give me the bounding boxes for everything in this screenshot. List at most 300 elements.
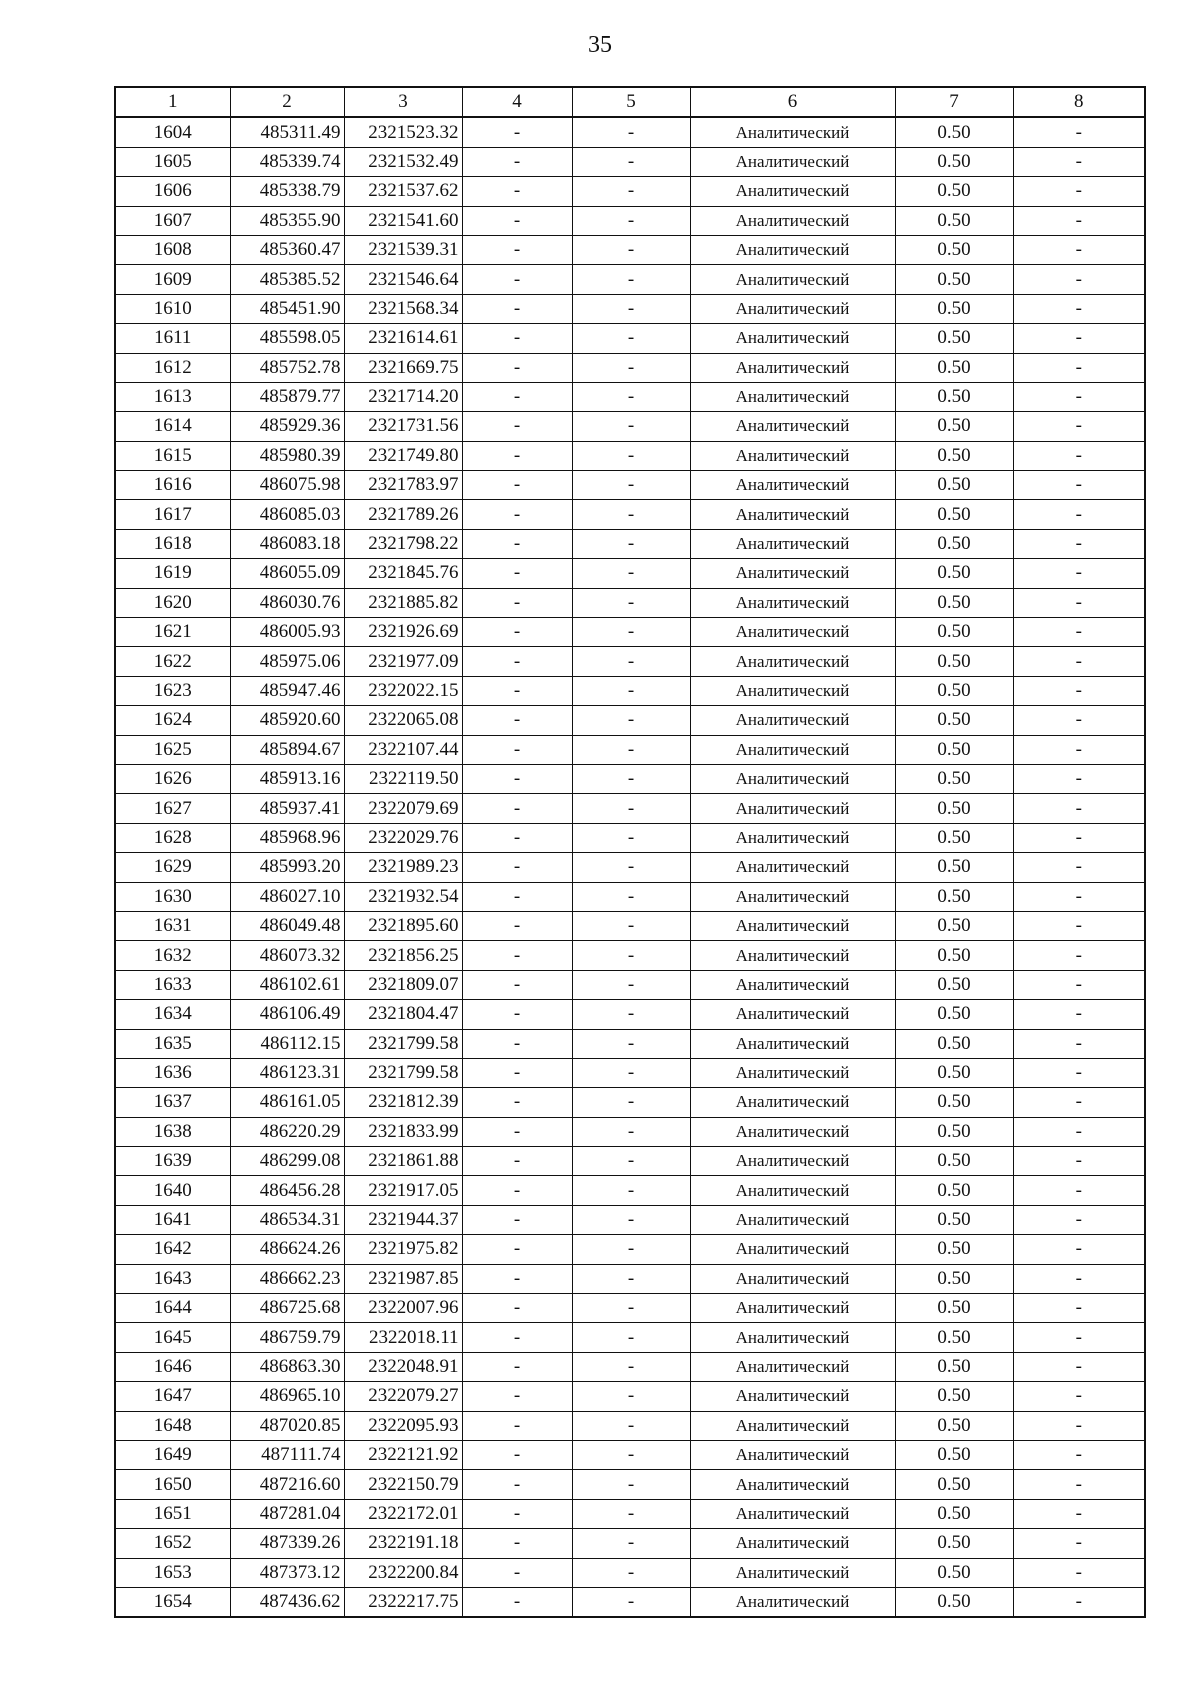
- table-row: [115, 1499, 1145, 1528]
- table-row: [115, 794, 1145, 823]
- column-5-cell: -: [572, 970, 690, 999]
- y-coordinate-cell: 2322029.76: [344, 823, 462, 852]
- point-number-cell: 1621: [115, 618, 230, 647]
- point-number-cell: 1636: [115, 1058, 230, 1087]
- table-row: [115, 1205, 1145, 1234]
- column-5-cell: -: [572, 1352, 690, 1381]
- method-cell: Аналитический: [690, 1352, 895, 1381]
- method-cell: Аналитический: [690, 706, 895, 735]
- column-8-cell: -: [1013, 676, 1145, 705]
- y-coordinate-cell: 2322079.27: [344, 1382, 462, 1411]
- column-4-cell: -: [462, 1205, 572, 1234]
- method-cell: Аналитический: [690, 1440, 895, 1469]
- column-5-cell: -: [572, 794, 690, 823]
- point-number-cell: 1651: [115, 1499, 230, 1528]
- column-8-cell: -: [1013, 1587, 1145, 1617]
- column-header-1: 1: [115, 87, 230, 117]
- x-coordinate-cell: 487111.74: [230, 1440, 344, 1469]
- column-5-cell: -: [572, 882, 690, 911]
- table-row: [115, 1147, 1145, 1176]
- column-5-cell: -: [572, 618, 690, 647]
- column-4-cell: -: [462, 441, 572, 470]
- column-8-cell: -: [1013, 382, 1145, 411]
- table-row: [115, 353, 1145, 382]
- y-coordinate-cell: 2322200.84: [344, 1558, 462, 1587]
- column-4-cell: -: [462, 735, 572, 764]
- accuracy-cell: 0.50: [895, 206, 1013, 235]
- x-coordinate-cell: 485929.36: [230, 412, 344, 441]
- x-coordinate-cell: 486725.68: [230, 1294, 344, 1323]
- method-cell: Аналитический: [690, 471, 895, 500]
- point-number-cell: 1627: [115, 794, 230, 823]
- table-row: [115, 206, 1145, 235]
- column-4-cell: -: [462, 1587, 572, 1617]
- method-cell: Аналитический: [690, 853, 895, 882]
- column-5-cell: -: [572, 117, 690, 147]
- point-number-cell: 1614: [115, 412, 230, 441]
- x-coordinate-cell: 486083.18: [230, 529, 344, 558]
- column-4-cell: -: [462, 941, 572, 970]
- column-8-cell: -: [1013, 1382, 1145, 1411]
- x-coordinate-cell: 486534.31: [230, 1205, 344, 1234]
- method-cell: Аналитический: [690, 794, 895, 823]
- table-row: [115, 500, 1145, 529]
- method-cell: Аналитический: [690, 882, 895, 911]
- column-5-cell: -: [572, 500, 690, 529]
- point-number-cell: 1648: [115, 1411, 230, 1440]
- column-4-cell: -: [462, 1352, 572, 1381]
- point-number-cell: 1618: [115, 529, 230, 558]
- column-5-cell: -: [572, 559, 690, 588]
- column-4-cell: -: [462, 764, 572, 793]
- column-8-cell: -: [1013, 1294, 1145, 1323]
- column-8-cell: -: [1013, 206, 1145, 235]
- column-8-cell: -: [1013, 1352, 1145, 1381]
- table-row: [115, 529, 1145, 558]
- x-coordinate-cell: 486759.79: [230, 1323, 344, 1352]
- point-number-cell: 1645: [115, 1323, 230, 1352]
- x-coordinate-cell: 485311.49: [230, 117, 344, 147]
- x-coordinate-cell: 486299.08: [230, 1147, 344, 1176]
- column-4-cell: -: [462, 1117, 572, 1146]
- column-4-cell: -: [462, 1470, 572, 1499]
- table-row: [115, 1294, 1145, 1323]
- x-coordinate-cell: 485879.77: [230, 382, 344, 411]
- accuracy-cell: 0.50: [895, 1499, 1013, 1528]
- table-row: [115, 471, 1145, 500]
- y-coordinate-cell: 2321989.23: [344, 853, 462, 882]
- accuracy-cell: 0.50: [895, 1205, 1013, 1234]
- table-row: [115, 618, 1145, 647]
- table-row: [115, 1587, 1145, 1617]
- table-row: [115, 559, 1145, 588]
- x-coordinate-cell: 485894.67: [230, 735, 344, 764]
- point-number-cell: 1612: [115, 353, 230, 382]
- table-row: [115, 1176, 1145, 1205]
- accuracy-cell: 0.50: [895, 794, 1013, 823]
- column-8-cell: -: [1013, 1029, 1145, 1058]
- table-row: [115, 117, 1145, 147]
- accuracy-cell: 0.50: [895, 970, 1013, 999]
- column-8-cell: -: [1013, 1264, 1145, 1293]
- x-coordinate-cell: 486027.10: [230, 882, 344, 911]
- method-cell: Аналитический: [690, 735, 895, 764]
- accuracy-cell: 0.50: [895, 1235, 1013, 1264]
- column-5-cell: -: [572, 941, 690, 970]
- accuracy-cell: 0.50: [895, 1058, 1013, 1087]
- column-5-cell: -: [572, 1029, 690, 1058]
- column-8-cell: -: [1013, 500, 1145, 529]
- column-5-cell: -: [572, 147, 690, 176]
- column-4-cell: -: [462, 206, 572, 235]
- point-number-cell: 1622: [115, 647, 230, 676]
- y-coordinate-cell: 2321532.49: [344, 147, 462, 176]
- page-number: 35: [588, 32, 612, 58]
- y-coordinate-cell: 2321944.37: [344, 1205, 462, 1234]
- x-coordinate-cell: 485339.74: [230, 147, 344, 176]
- y-coordinate-cell: 2321537.62: [344, 177, 462, 206]
- column-4-cell: -: [462, 1499, 572, 1528]
- column-8-cell: -: [1013, 1440, 1145, 1469]
- method-cell: Аналитический: [690, 382, 895, 411]
- point-number-cell: 1623: [115, 676, 230, 705]
- column-8-cell: -: [1013, 412, 1145, 441]
- column-8-cell: -: [1013, 1470, 1145, 1499]
- point-number-cell: 1644: [115, 1294, 230, 1323]
- table-row: [115, 1382, 1145, 1411]
- x-coordinate-cell: 485975.06: [230, 647, 344, 676]
- point-number-cell: 1617: [115, 500, 230, 529]
- y-coordinate-cell: 2321895.60: [344, 911, 462, 940]
- accuracy-cell: 0.50: [895, 1382, 1013, 1411]
- column-8-cell: -: [1013, 177, 1145, 206]
- method-cell: Аналитический: [690, 676, 895, 705]
- point-number-cell: 1640: [115, 1176, 230, 1205]
- point-number-cell: 1613: [115, 382, 230, 411]
- column-4-cell: -: [462, 1558, 572, 1587]
- column-8-cell: -: [1013, 1147, 1145, 1176]
- y-coordinate-cell: 2322079.69: [344, 794, 462, 823]
- method-cell: Аналитический: [690, 1205, 895, 1234]
- point-number-cell: 1604: [115, 117, 230, 147]
- y-coordinate-cell: 2321812.39: [344, 1088, 462, 1117]
- accuracy-cell: 0.50: [895, 882, 1013, 911]
- table-row: [115, 177, 1145, 206]
- column-4-cell: -: [462, 1147, 572, 1176]
- table-row: [115, 1529, 1145, 1558]
- accuracy-cell: 0.50: [895, 559, 1013, 588]
- column-5-cell: -: [572, 823, 690, 852]
- column-4-cell: -: [462, 1058, 572, 1087]
- y-coordinate-cell: 2321798.22: [344, 529, 462, 558]
- accuracy-cell: 0.50: [895, 1440, 1013, 1469]
- y-coordinate-cell: 2322048.91: [344, 1352, 462, 1381]
- y-coordinate-cell: 2321789.26: [344, 500, 462, 529]
- y-coordinate-cell: 2321669.75: [344, 353, 462, 382]
- y-coordinate-cell: 2321987.85: [344, 1264, 462, 1293]
- column-5-cell: -: [572, 1529, 690, 1558]
- column-5-cell: -: [572, 294, 690, 323]
- column-8-cell: -: [1013, 764, 1145, 793]
- y-coordinate-cell: 2321861.88: [344, 1147, 462, 1176]
- column-5-cell: -: [572, 412, 690, 441]
- y-coordinate-cell: 2321932.54: [344, 882, 462, 911]
- accuracy-cell: 0.50: [895, 1088, 1013, 1117]
- column-5-cell: -: [572, 1470, 690, 1499]
- method-cell: Аналитический: [690, 1558, 895, 1587]
- column-4-cell: -: [462, 618, 572, 647]
- y-coordinate-cell: 2321833.99: [344, 1117, 462, 1146]
- table-row: [115, 265, 1145, 294]
- x-coordinate-cell: 485993.20: [230, 853, 344, 882]
- point-number-cell: 1609: [115, 265, 230, 294]
- accuracy-cell: 0.50: [895, 764, 1013, 793]
- point-number-cell: 1637: [115, 1088, 230, 1117]
- table-row: [115, 1058, 1145, 1087]
- column-5-cell: -: [572, 1382, 690, 1411]
- column-4-cell: -: [462, 794, 572, 823]
- column-8-cell: -: [1013, 735, 1145, 764]
- column-header-4: 4: [462, 87, 572, 117]
- method-cell: Аналитический: [690, 618, 895, 647]
- x-coordinate-cell: 485968.96: [230, 823, 344, 852]
- y-coordinate-cell: 2321541.60: [344, 206, 462, 235]
- y-coordinate-cell: 2322107.44: [344, 735, 462, 764]
- x-coordinate-cell: 485920.60: [230, 706, 344, 735]
- column-4-cell: -: [462, 1000, 572, 1029]
- column-4-cell: -: [462, 500, 572, 529]
- point-number-cell: 1646: [115, 1352, 230, 1381]
- method-cell: Аналитический: [690, 235, 895, 264]
- y-coordinate-cell: 2322007.96: [344, 1294, 462, 1323]
- column-5-cell: -: [572, 647, 690, 676]
- point-number-cell: 1641: [115, 1205, 230, 1234]
- column-8-cell: -: [1013, 294, 1145, 323]
- column-5-cell: -: [572, 206, 690, 235]
- column-8-cell: -: [1013, 117, 1145, 147]
- y-coordinate-cell: 2322119.50: [344, 764, 462, 793]
- y-coordinate-cell: 2321885.82: [344, 588, 462, 617]
- x-coordinate-cell: 486123.31: [230, 1058, 344, 1087]
- method-cell: Аналитический: [690, 353, 895, 382]
- point-number-cell: 1630: [115, 882, 230, 911]
- column-8-cell: -: [1013, 941, 1145, 970]
- method-cell: Аналитический: [690, 1000, 895, 1029]
- y-coordinate-cell: 2322095.93: [344, 1411, 462, 1440]
- point-number-cell: 1620: [115, 588, 230, 617]
- table-row: [115, 1000, 1145, 1029]
- point-number-cell: 1642: [115, 1235, 230, 1264]
- table-row: [115, 324, 1145, 353]
- method-cell: Аналитический: [690, 1529, 895, 1558]
- accuracy-cell: 0.50: [895, 235, 1013, 264]
- table-row: [115, 647, 1145, 676]
- y-coordinate-cell: 2322172.01: [344, 1499, 462, 1528]
- column-4-cell: -: [462, 970, 572, 999]
- column-4-cell: -: [462, 1382, 572, 1411]
- y-coordinate-cell: 2321546.64: [344, 265, 462, 294]
- column-5-cell: -: [572, 353, 690, 382]
- column-4-cell: -: [462, 353, 572, 382]
- y-coordinate-cell: 2321845.76: [344, 559, 462, 588]
- y-coordinate-cell: 2321539.31: [344, 235, 462, 264]
- accuracy-cell: 0.50: [895, 647, 1013, 676]
- y-coordinate-cell: 2321523.32: [344, 117, 462, 147]
- column-5-cell: -: [572, 1205, 690, 1234]
- table-row: [115, 147, 1145, 176]
- accuracy-cell: 0.50: [895, 412, 1013, 441]
- column-8-cell: -: [1013, 1323, 1145, 1352]
- accuracy-cell: 0.50: [895, 941, 1013, 970]
- y-coordinate-cell: 2321856.25: [344, 941, 462, 970]
- column-4-cell: -: [462, 588, 572, 617]
- accuracy-cell: 0.50: [895, 1294, 1013, 1323]
- y-coordinate-cell: 2321799.58: [344, 1058, 462, 1087]
- x-coordinate-cell: 486220.29: [230, 1117, 344, 1146]
- column-5-cell: -: [572, 265, 690, 294]
- column-5-cell: -: [572, 1058, 690, 1087]
- x-coordinate-cell: 487216.60: [230, 1470, 344, 1499]
- column-8-cell: -: [1013, 853, 1145, 882]
- point-number-cell: 1608: [115, 235, 230, 264]
- point-number-cell: 1605: [115, 147, 230, 176]
- column-4-cell: -: [462, 1088, 572, 1117]
- point-number-cell: 1607: [115, 206, 230, 235]
- column-5-cell: -: [572, 529, 690, 558]
- accuracy-cell: 0.50: [895, 1117, 1013, 1146]
- column-5-cell: -: [572, 706, 690, 735]
- x-coordinate-cell: 486055.09: [230, 559, 344, 588]
- column-5-cell: -: [572, 1558, 690, 1587]
- column-8-cell: -: [1013, 441, 1145, 470]
- table-row: [115, 1440, 1145, 1469]
- column-8-cell: -: [1013, 1000, 1145, 1029]
- table-row: [115, 970, 1145, 999]
- column-8-cell: -: [1013, 1411, 1145, 1440]
- point-number-cell: 1635: [115, 1029, 230, 1058]
- column-4-cell: -: [462, 412, 572, 441]
- column-5-cell: -: [572, 1147, 690, 1176]
- accuracy-cell: 0.50: [895, 706, 1013, 735]
- y-coordinate-cell: 2322065.08: [344, 706, 462, 735]
- table-row: [115, 441, 1145, 470]
- table-row: [115, 1558, 1145, 1587]
- y-coordinate-cell: 2321568.34: [344, 294, 462, 323]
- point-number-cell: 1626: [115, 764, 230, 793]
- column-8-cell: -: [1013, 353, 1145, 382]
- table-header-row: [115, 87, 1145, 117]
- table-row: [115, 1264, 1145, 1293]
- column-4-cell: -: [462, 117, 572, 147]
- point-number-cell: 1638: [115, 1117, 230, 1146]
- column-8-cell: -: [1013, 529, 1145, 558]
- y-coordinate-cell: 2322022.15: [344, 676, 462, 705]
- accuracy-cell: 0.50: [895, 441, 1013, 470]
- column-8-cell: -: [1013, 882, 1145, 911]
- accuracy-cell: 0.50: [895, 353, 1013, 382]
- method-cell: Аналитический: [690, 1382, 895, 1411]
- column-4-cell: -: [462, 882, 572, 911]
- table-row: [115, 588, 1145, 617]
- accuracy-cell: 0.50: [895, 853, 1013, 882]
- x-coordinate-cell: 485360.47: [230, 235, 344, 264]
- accuracy-cell: 0.50: [895, 1411, 1013, 1440]
- x-coordinate-cell: 487020.85: [230, 1411, 344, 1440]
- column-8-cell: -: [1013, 1117, 1145, 1146]
- column-4-cell: -: [462, 1529, 572, 1558]
- point-number-cell: 1629: [115, 853, 230, 882]
- column-8-cell: -: [1013, 1088, 1145, 1117]
- accuracy-cell: 0.50: [895, 117, 1013, 147]
- column-5-cell: -: [572, 764, 690, 793]
- y-coordinate-cell: 2322150.79: [344, 1470, 462, 1499]
- column-8-cell: -: [1013, 235, 1145, 264]
- table-row: [115, 706, 1145, 735]
- x-coordinate-cell: 486102.61: [230, 970, 344, 999]
- column-8-cell: -: [1013, 647, 1145, 676]
- method-cell: Аналитический: [690, 1176, 895, 1205]
- point-number-cell: 1649: [115, 1440, 230, 1469]
- point-number-cell: 1611: [115, 324, 230, 353]
- accuracy-cell: 0.50: [895, 1264, 1013, 1293]
- point-number-cell: 1632: [115, 941, 230, 970]
- column-4-cell: -: [462, 471, 572, 500]
- x-coordinate-cell: 486106.49: [230, 1000, 344, 1029]
- column-5-cell: -: [572, 382, 690, 411]
- column-8-cell: -: [1013, 559, 1145, 588]
- accuracy-cell: 0.50: [895, 500, 1013, 529]
- table-row: [115, 1352, 1145, 1381]
- point-number-cell: 1616: [115, 471, 230, 500]
- point-number-cell: 1633: [115, 970, 230, 999]
- method-cell: Аналитический: [690, 265, 895, 294]
- x-coordinate-cell: 486112.15: [230, 1029, 344, 1058]
- point-number-cell: 1643: [115, 1264, 230, 1293]
- column-4-cell: -: [462, 1176, 572, 1205]
- y-coordinate-cell: 2321977.09: [344, 647, 462, 676]
- point-number-cell: 1639: [115, 1147, 230, 1176]
- column-5-cell: -: [572, 471, 690, 500]
- column-5-cell: -: [572, 1000, 690, 1029]
- x-coordinate-cell: 486030.76: [230, 588, 344, 617]
- accuracy-cell: 0.50: [895, 1323, 1013, 1352]
- x-coordinate-cell: 487373.12: [230, 1558, 344, 1587]
- column-header-2: 2: [230, 87, 344, 117]
- table-row: [115, 1470, 1145, 1499]
- column-header-8: 8: [1013, 87, 1145, 117]
- method-cell: Аналитический: [690, 588, 895, 617]
- column-5-cell: -: [572, 911, 690, 940]
- point-number-cell: 1610: [115, 294, 230, 323]
- x-coordinate-cell: 486049.48: [230, 911, 344, 940]
- column-8-cell: -: [1013, 823, 1145, 852]
- x-coordinate-cell: 487339.26: [230, 1529, 344, 1558]
- point-number-cell: 1634: [115, 1000, 230, 1029]
- accuracy-cell: 0.50: [895, 324, 1013, 353]
- method-cell: Аналитический: [690, 1470, 895, 1499]
- x-coordinate-cell: 487436.62: [230, 1587, 344, 1617]
- column-4-cell: -: [462, 324, 572, 353]
- x-coordinate-cell: 485451.90: [230, 294, 344, 323]
- method-cell: Аналитический: [690, 1499, 895, 1528]
- column-4-cell: -: [462, 706, 572, 735]
- table-row: [115, 1235, 1145, 1264]
- y-coordinate-cell: 2322121.92: [344, 1440, 462, 1469]
- method-cell: Аналитический: [690, 911, 895, 940]
- column-8-cell: -: [1013, 147, 1145, 176]
- method-cell: Аналитический: [690, 500, 895, 529]
- column-8-cell: -: [1013, 1058, 1145, 1087]
